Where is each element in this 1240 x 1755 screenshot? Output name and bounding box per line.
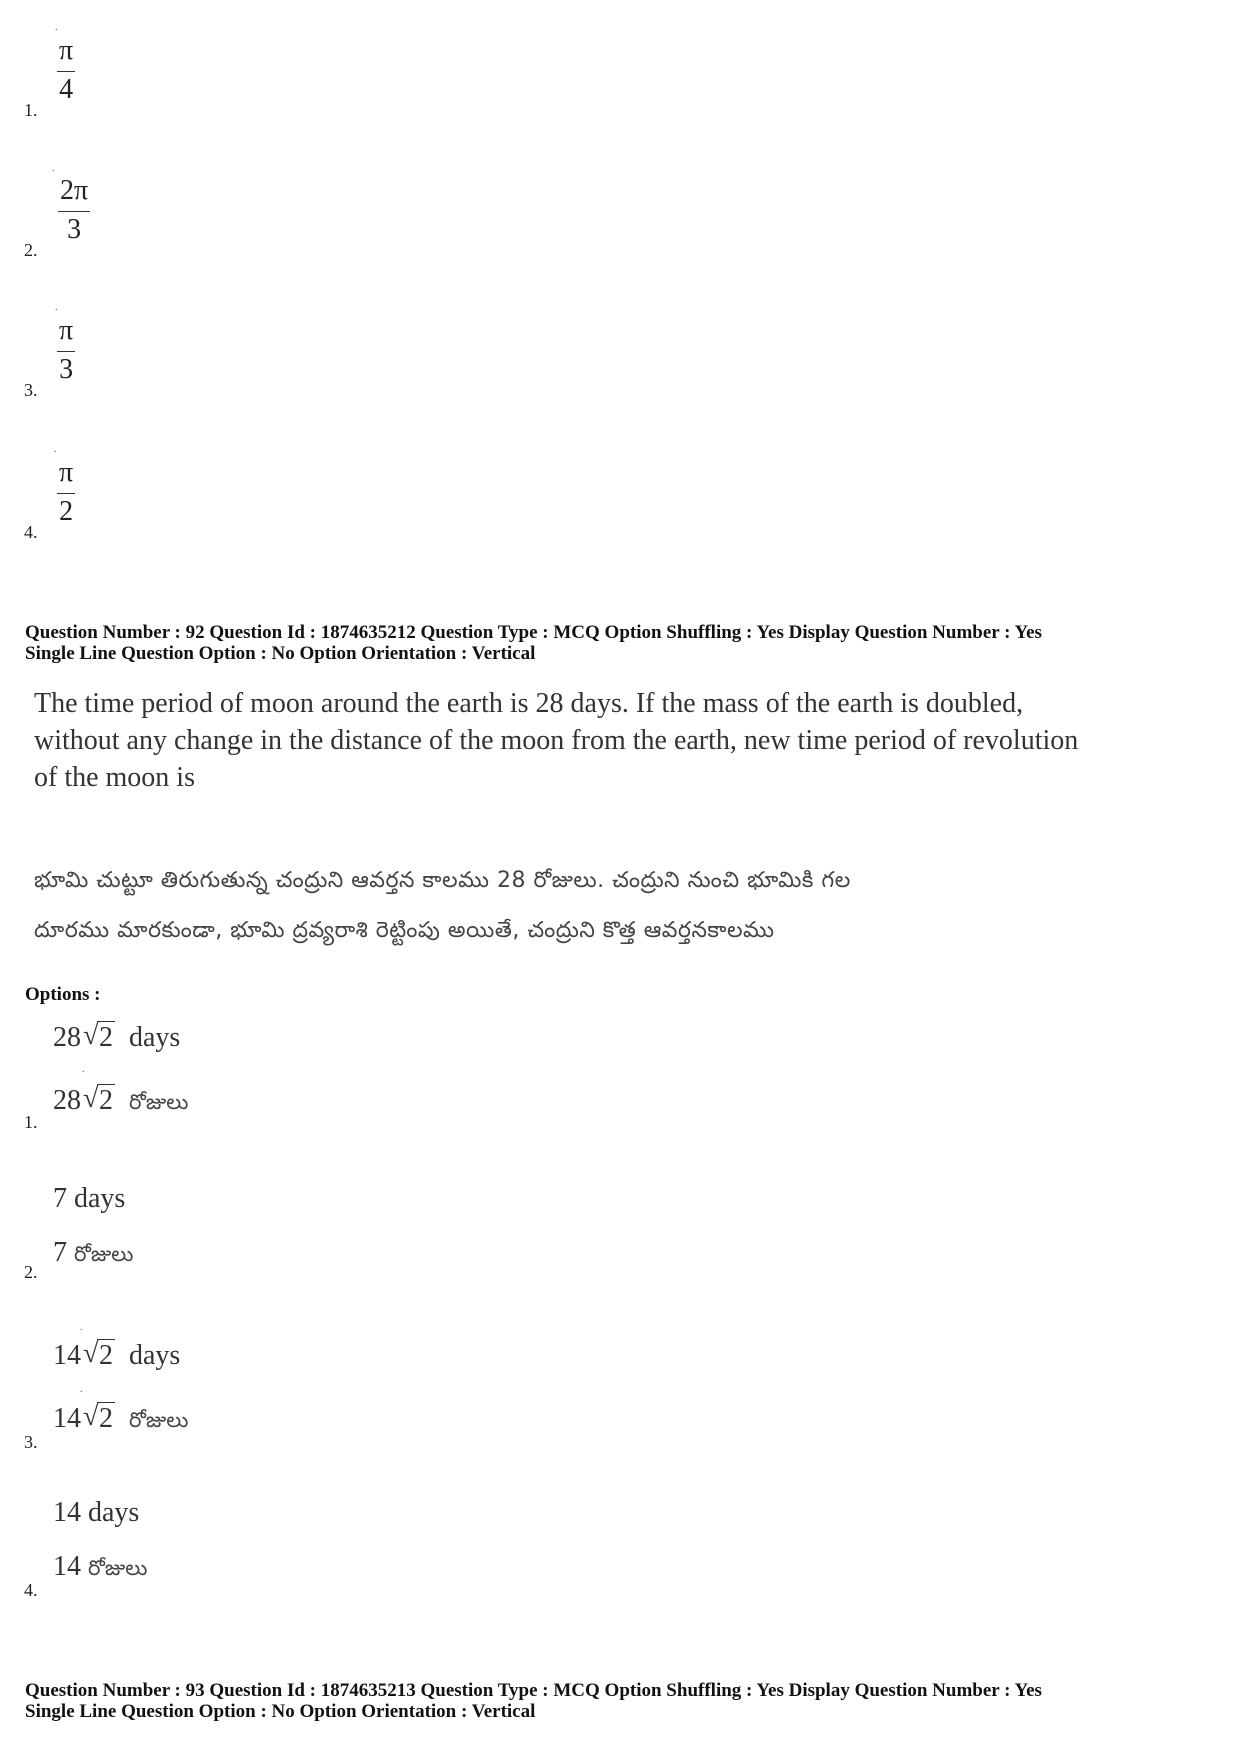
radicand: 2	[99, 1085, 113, 1116]
sqrt-symbol: √	[83, 1020, 99, 1051]
sqrt-symbol: √	[83, 1401, 99, 1432]
prev-option-3-number: 3.	[24, 380, 38, 400]
question-text-line: of the moon is	[34, 762, 195, 793]
option-2-telugu[interactable]	[53, 1237, 133, 1272]
fraction-bar	[57, 71, 75, 73]
option-unit: రోజులు	[129, 1090, 189, 1114]
question-text-telugu	[34, 856, 1214, 956]
option-2-english[interactable]: 7 days	[53, 1183, 126, 1214]
question-meta-line-2: Single Line Question Option : No Option Orientation : Vertical	[25, 643, 536, 664]
radicand: 2	[99, 1022, 113, 1053]
fraction-bar	[57, 493, 75, 495]
option-unit: రోజులు	[88, 1556, 148, 1580]
prev-option-2-fraction	[58, 176, 90, 246]
option-1-number: 1.	[24, 1112, 38, 1132]
fraction-numerator: π	[59, 457, 74, 488]
question-meta-line-1: Question Number : 93 Question Id : 1874635213 Question Type : MCQ Option Shuffling : Yes Display Question Number : Yes	[25, 1680, 1042, 1701]
decor-dot: .	[52, 163, 55, 174]
decor-dot: .	[55, 302, 58, 313]
sqrt-expression	[83, 1085, 115, 1117]
fraction-denominator: 3	[59, 354, 74, 386]
fraction-denominator: 2	[59, 496, 74, 528]
question-text-line: భూమి చుట్టూ తిరుగుతున్న చంద్రుని ఆవర్తన కాలము 28 రోజులు. చంద్రుని నుంచి భూమికి గల	[34, 868, 851, 893]
radicand: 2	[99, 1403, 113, 1434]
prev-option-2-number: 2.	[24, 240, 38, 260]
option-3-number: 3.	[24, 1432, 38, 1452]
decor-dot: .	[82, 1064, 85, 1075]
decor-dot: .	[80, 1384, 83, 1395]
sqrt-symbol: √	[83, 1338, 99, 1369]
option-unit: days	[129, 1022, 181, 1053]
question-text-english	[34, 685, 1204, 796]
fraction-numerator: π	[59, 315, 74, 346]
option-coefficient: 14	[53, 1403, 81, 1434]
option-coefficient: 14	[53, 1340, 81, 1371]
option-1-english[interactable]	[53, 1022, 180, 1054]
option-value: 14	[53, 1551, 81, 1582]
prev-option-1-number: 1.	[24, 100, 38, 120]
options-label: Options :	[25, 984, 101, 1005]
option-value: 7	[53, 1237, 67, 1268]
option-4-telugu[interactable]	[53, 1551, 147, 1586]
question-meta-line-2: Single Line Question Option : No Option Orientation : Vertical	[25, 1701, 536, 1722]
prev-option-3-fraction	[57, 316, 75, 386]
question-text-line: The time period of moon around the earth is 28 days. If the mass of the earth is doubled,	[34, 688, 1024, 719]
decor-dot: .	[80, 1322, 83, 1333]
option-unit: రోజులు	[129, 1408, 189, 1432]
decor-dot: .	[54, 444, 57, 455]
fraction-bar	[58, 211, 90, 213]
question-text-line: దూరము మారకుండా, భూమి ద్రవ్యరాశి రెట్టింపు అయితే, చంద్రుని కొత్త ఆవర్తనకాలము	[34, 918, 775, 943]
prev-option-1-fraction	[57, 36, 75, 106]
option-coefficient: 28	[53, 1085, 81, 1116]
question-text-line: without any change in the distance of the moon from the earth, new time period of revolution	[34, 725, 1079, 756]
option-3-telugu[interactable]	[53, 1403, 188, 1438]
option-3-english[interactable]	[53, 1340, 180, 1372]
prev-option-4-number: 4.	[24, 522, 38, 542]
fraction-denominator: 3	[67, 214, 82, 246]
option-2-number: 2.	[24, 1262, 38, 1282]
sqrt-expression	[83, 1340, 115, 1372]
option-unit: days	[129, 1340, 181, 1371]
fraction-numerator: π	[59, 35, 74, 66]
option-unit: రోజులు	[74, 1242, 134, 1266]
sqrt-expression	[83, 1022, 115, 1054]
option-4-english[interactable]: 14 days	[53, 1497, 140, 1528]
fraction-denominator: 4	[59, 74, 74, 106]
sqrt-expression	[83, 1403, 115, 1435]
radicand: 2	[99, 1340, 113, 1371]
option-1-telugu[interactable]	[53, 1085, 188, 1120]
prev-option-4-fraction	[57, 458, 75, 528]
fraction-numerator: 2π	[60, 175, 89, 206]
option-4-number: 4.	[24, 1580, 38, 1600]
option-coefficient: 28	[53, 1022, 81, 1053]
decor-dot: .	[55, 22, 58, 33]
fraction-bar	[57, 351, 75, 353]
sqrt-symbol: √	[83, 1083, 99, 1114]
question-meta-line-1: Question Number : 92 Question Id : 1874635212 Question Type : MCQ Option Shuffling : Yes Display Question Number : Yes	[25, 622, 1042, 643]
